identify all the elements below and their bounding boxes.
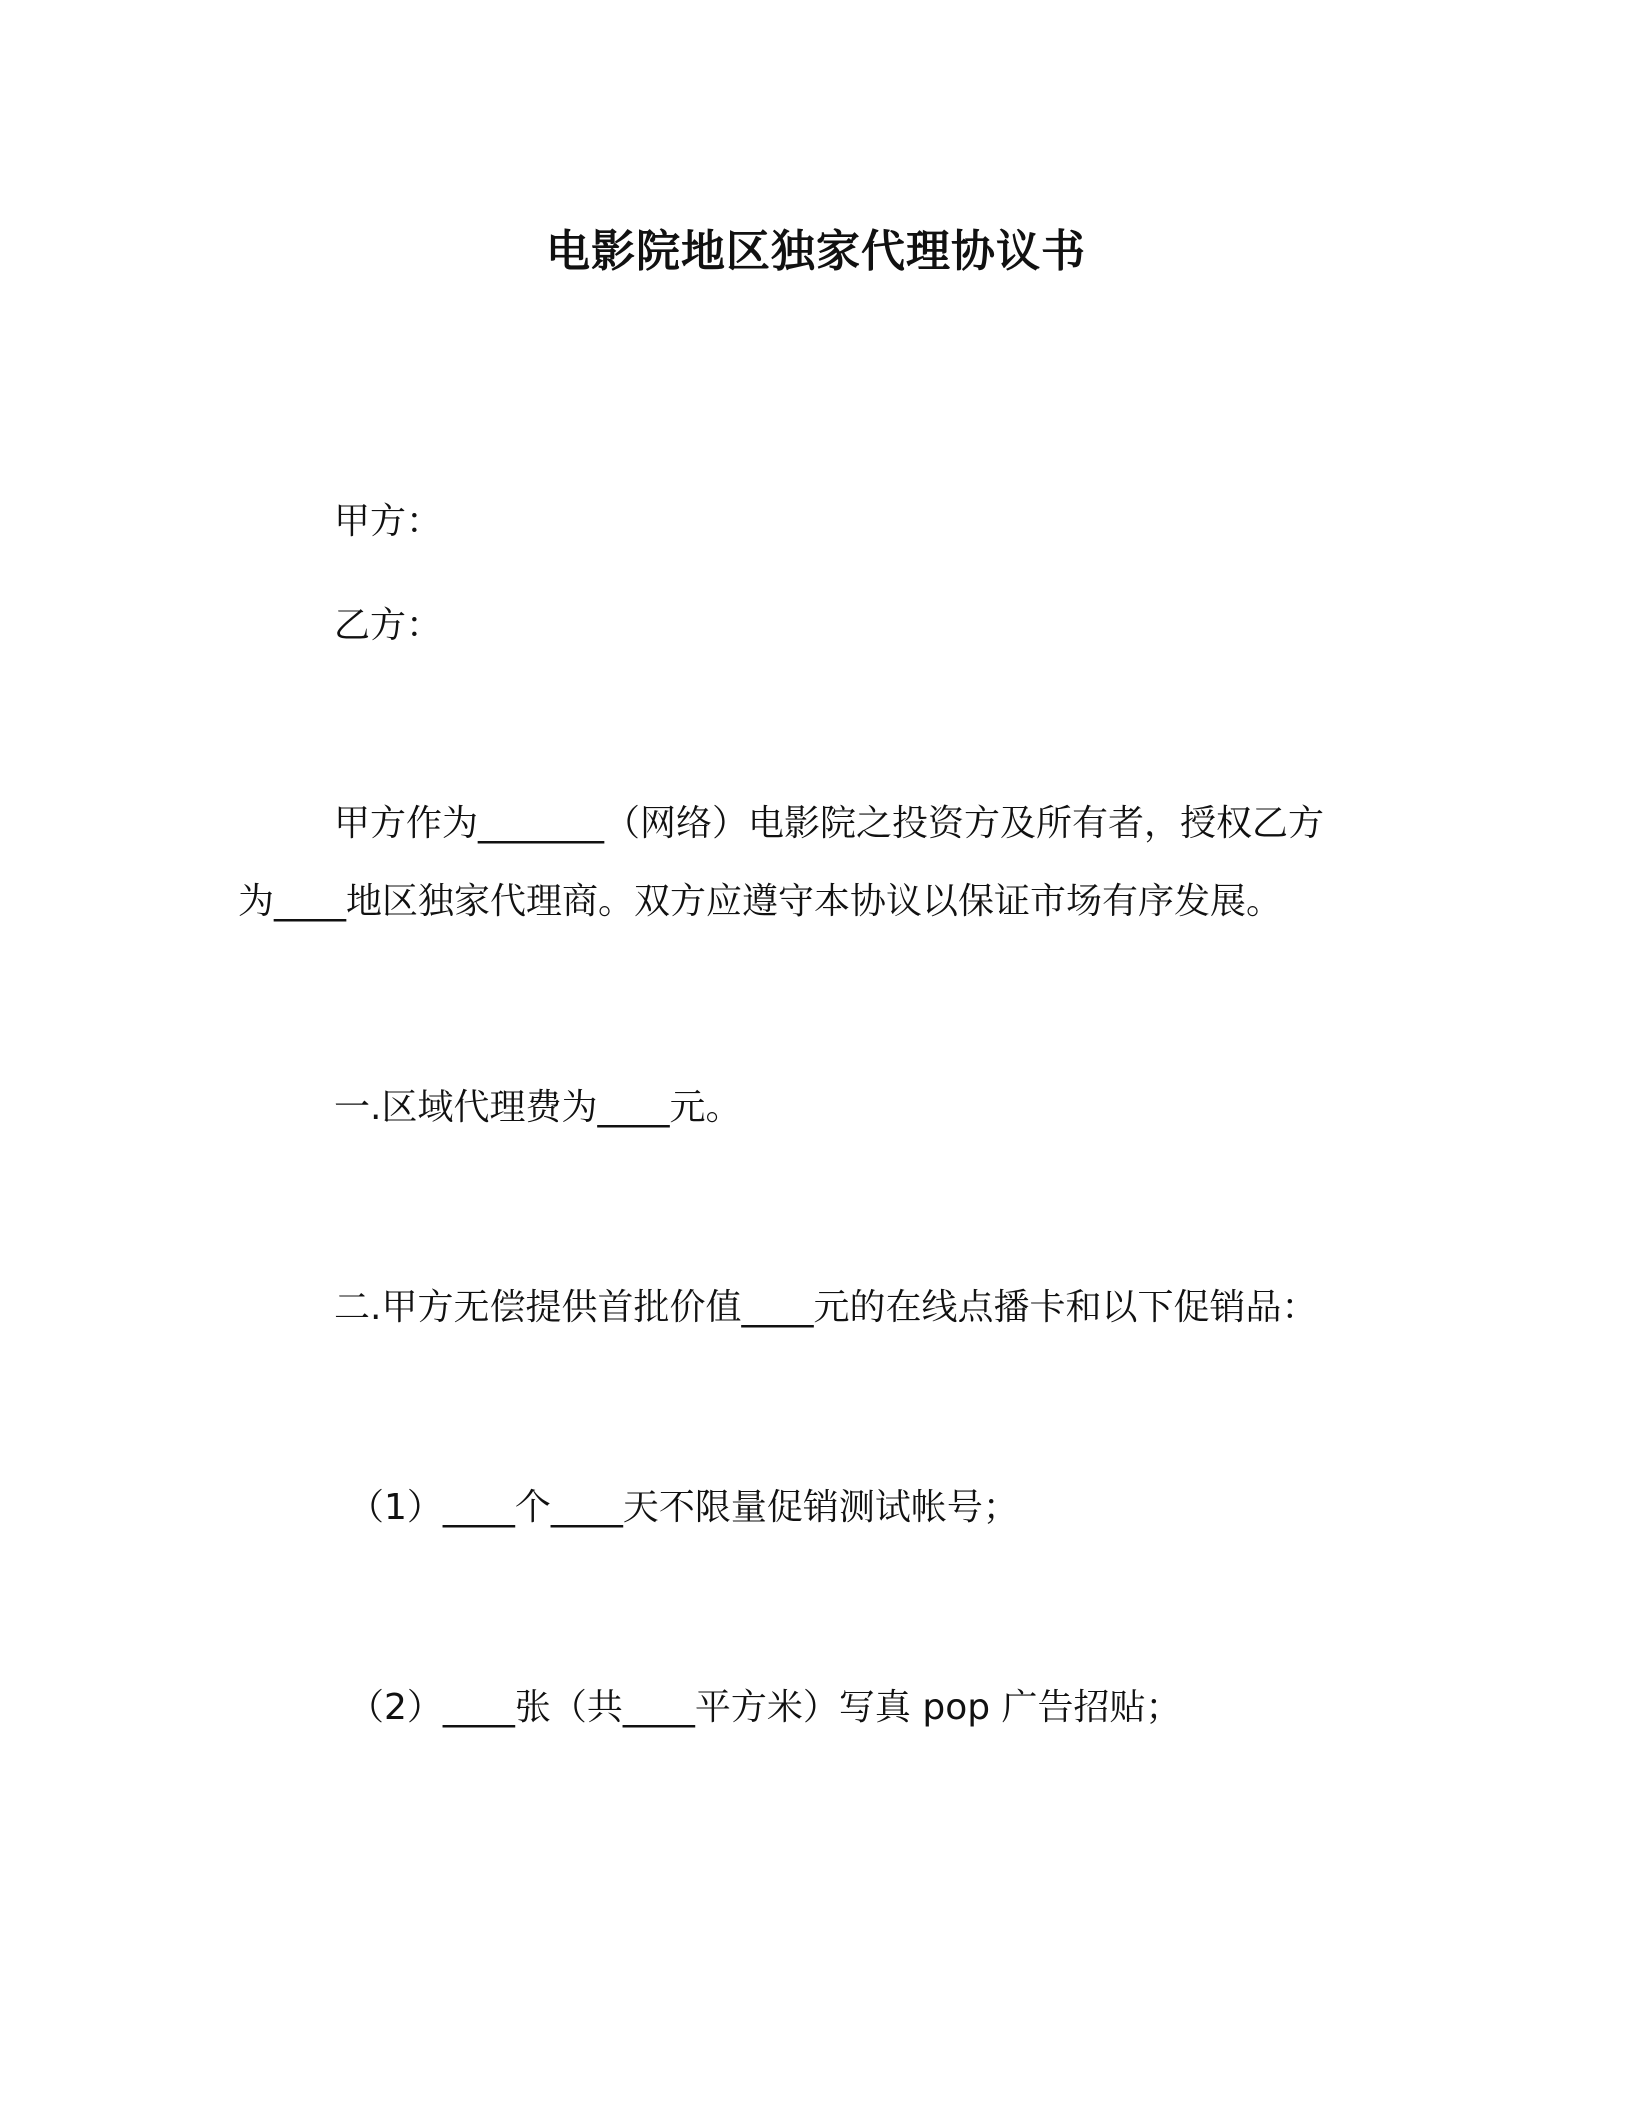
promo-item-1: （1）____个____天不限量促销测试帐号；: [348, 1487, 1019, 1528]
promo-item-2: （2）____张（共____平方米）写真 pop 广告招贴；: [348, 1687, 1182, 1728]
party-b-label: 乙方：: [334, 605, 443, 646]
intro-paragraph-line-2: 为____地区独家代理商。双方应遵守本协议以保证市场有序发展。: [238, 881, 1283, 922]
document-title: 电影院地区独家代理协议书: [546, 226, 1086, 277]
clause-1: 一.区域代理费为____元。: [334, 1087, 742, 1128]
party-a-label: 甲方：: [334, 501, 443, 542]
clause-2: 二.甲方无偿提供首批价值____元的在线点播卡和以下促销品：: [334, 1287, 1318, 1328]
intro-paragraph-line-1: 甲方作为_______（网络）电影院之投资方及所有者，授权乙方: [334, 803, 1325, 844]
